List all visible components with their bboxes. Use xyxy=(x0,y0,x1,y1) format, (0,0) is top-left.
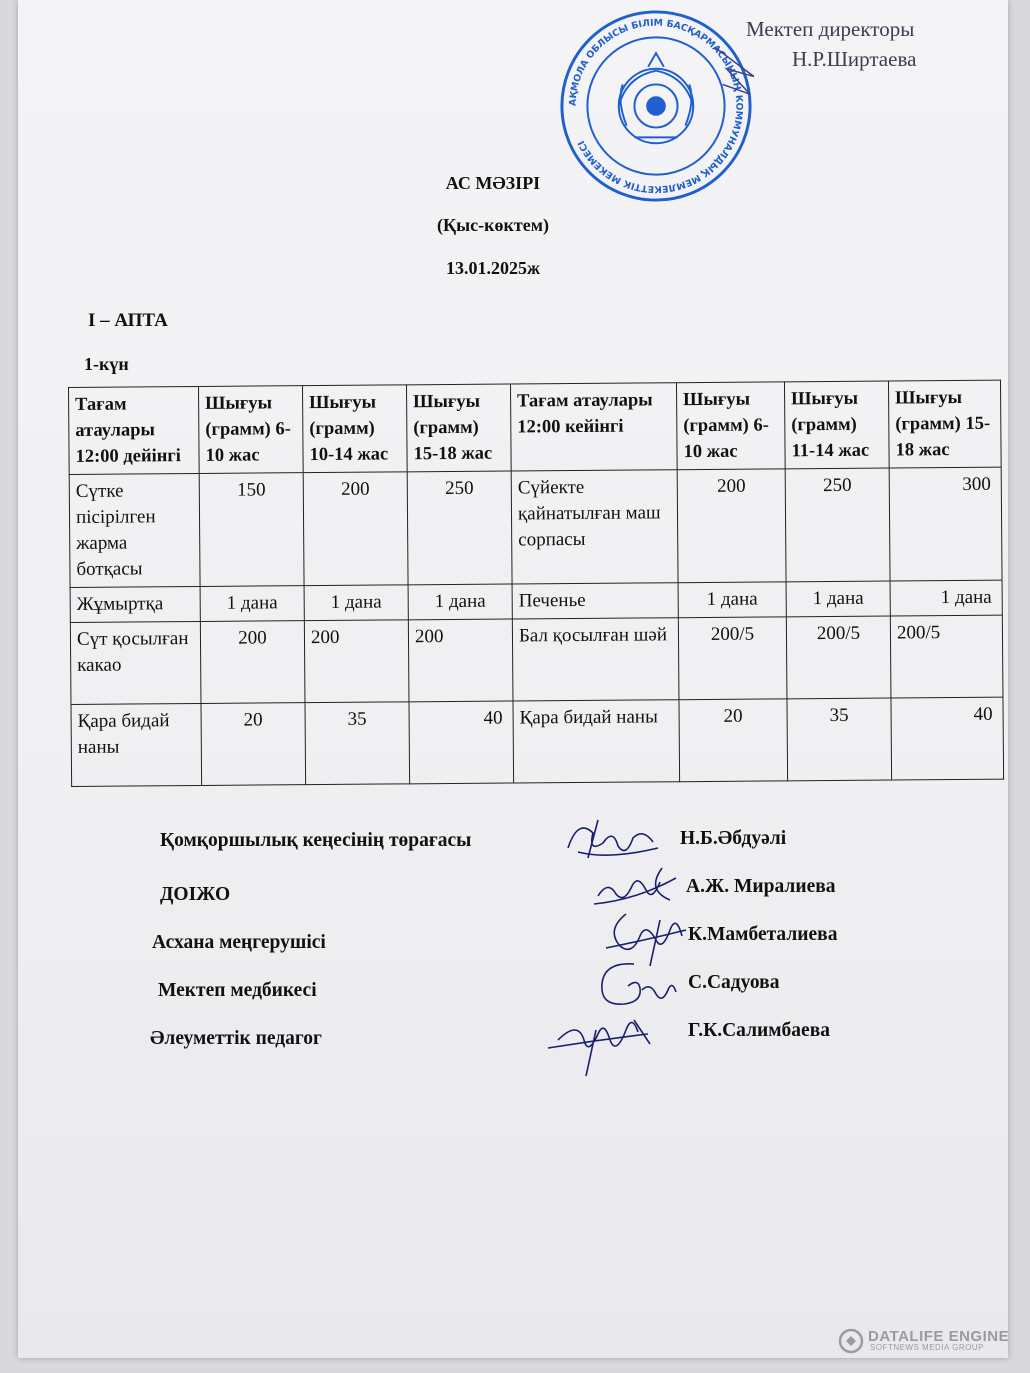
portion-cell: 300 xyxy=(889,467,1002,581)
portion-cell: 200 xyxy=(408,619,513,702)
menu-date: 13.01.2025ж xyxy=(445,258,541,278)
signatory-role: Қомқоршылық кеңесінің төрағасы xyxy=(160,830,472,851)
portion-cell: 250 xyxy=(785,468,890,582)
header-cell: Шығуы (грамм) 6-10 жас xyxy=(198,386,303,474)
stamp-text: АҚМОЛА ОБЛЫСЫ БІЛІМ БАСҚАРМАСЫНЫҢ КОММУНАЛДЫҚ МЕМЛЕКЕТТІК МЕКЕМЕСІ xyxy=(567,17,745,195)
portion-cell: 1 дана xyxy=(890,580,1002,616)
dish-name-cell: Бал қосылған шәй xyxy=(512,618,679,701)
dish-name-cell: Жұмыртқа xyxy=(70,586,200,622)
portion-cell: 200/5 xyxy=(678,617,787,700)
emblem-icon xyxy=(619,53,693,143)
portion-cell: 40 xyxy=(409,701,514,784)
portion-cell: 250 xyxy=(407,471,512,585)
table-row xyxy=(71,697,1004,786)
portion-cell: 200 xyxy=(677,469,786,583)
header-cell: Шығуы (грамм) 6-10 жас xyxy=(676,382,785,470)
watermark-brand: DATALIFE ENGINE xyxy=(868,1328,1010,1345)
signatory-name: Г.К.Салимбаева xyxy=(688,1020,830,1041)
director-name: Н.Р.Ширтаева xyxy=(792,47,917,71)
dish-name-cell: Сүт қосылған какао xyxy=(70,621,201,704)
portion-cell: 20 xyxy=(201,703,306,786)
dish-name-cell: Сүтке пісірілген жарма ботқасы xyxy=(69,473,200,587)
dish-name-cell: Сүйекте қайнатылған маш сорпасы xyxy=(511,470,678,584)
signatory-role: ДОІЖО xyxy=(160,884,231,905)
approval-title: Мектеп директоры xyxy=(746,17,915,41)
document-page xyxy=(18,0,1008,1358)
portion-cell: 200/5 xyxy=(786,616,891,699)
table-row xyxy=(69,467,1002,587)
portion-cell: 200 xyxy=(200,621,305,704)
portion-cell: 1 дана xyxy=(200,586,304,622)
table-row xyxy=(70,615,1003,704)
header-cell: Шығуы (грамм) 10-14 жас xyxy=(302,385,407,473)
portion-cell: 20 xyxy=(679,699,788,782)
header-cell: Шығуы (грамм) 15-18 жас xyxy=(406,384,511,472)
menu-title: АС МӘЗІРІ xyxy=(445,173,541,193)
menu-table xyxy=(68,380,1004,787)
watermark xyxy=(838,1328,1009,1352)
dish-name-cell: Қара бидай наны xyxy=(513,700,680,783)
dish-name-cell: Қара бидай наны xyxy=(71,703,202,786)
signature-icon xyxy=(538,1000,658,1084)
header-cell: Шығуы (грамм) 11-14 жас xyxy=(784,381,889,469)
portion-cell: 1 дана xyxy=(678,582,786,618)
portion-cell: 200 xyxy=(304,620,409,703)
portion-cell: 35 xyxy=(305,702,410,785)
signatory-role: Асхана меңгерушісі xyxy=(152,932,326,953)
signatory-role: Мектеп медбикесі xyxy=(158,980,317,1001)
portion-cell: 1 дана xyxy=(304,585,408,621)
portion-cell: 150 xyxy=(199,473,304,587)
header-cell: Тағам атаулары 12:00 кейінгі xyxy=(510,383,677,471)
approval-block xyxy=(746,14,916,74)
menu-season: (Қыс-көктем) xyxy=(437,215,549,235)
signatory-name: К.Мамбеталиева xyxy=(688,924,838,945)
dish-name-cell: Печенье xyxy=(512,583,678,619)
portion-cell: 35 xyxy=(787,698,892,781)
portion-cell: 1 дана xyxy=(786,581,890,617)
signatory-role: Әлеуметтік педагог xyxy=(150,1028,322,1049)
portion-cell: 40 xyxy=(891,697,1004,780)
portion-cell: 200 xyxy=(303,472,408,586)
header-cell: Тағам атаулары 12:00 дейінгі xyxy=(69,386,200,474)
table-header-row xyxy=(69,380,1002,474)
portion-cell: 1 дана xyxy=(408,584,512,620)
signatory-name: А.Ж. Миралиева xyxy=(686,876,836,897)
portion-cell: 200/5 xyxy=(890,615,1003,698)
header-cell: Шығуы (грамм) 15-18 жас xyxy=(888,380,1001,468)
signatory-name: Н.Б.Әбдуәлі xyxy=(680,828,787,849)
watermark-tagline: SOFTNEWS MEDIA GROUP xyxy=(870,1343,985,1352)
week-label: І – АПТА xyxy=(88,310,168,331)
day-label: 1-күн xyxy=(84,354,129,374)
signature-icon xyxy=(558,808,668,868)
datalife-logo-icon xyxy=(838,1328,864,1354)
signatory-name: С.Садуова xyxy=(688,972,780,993)
